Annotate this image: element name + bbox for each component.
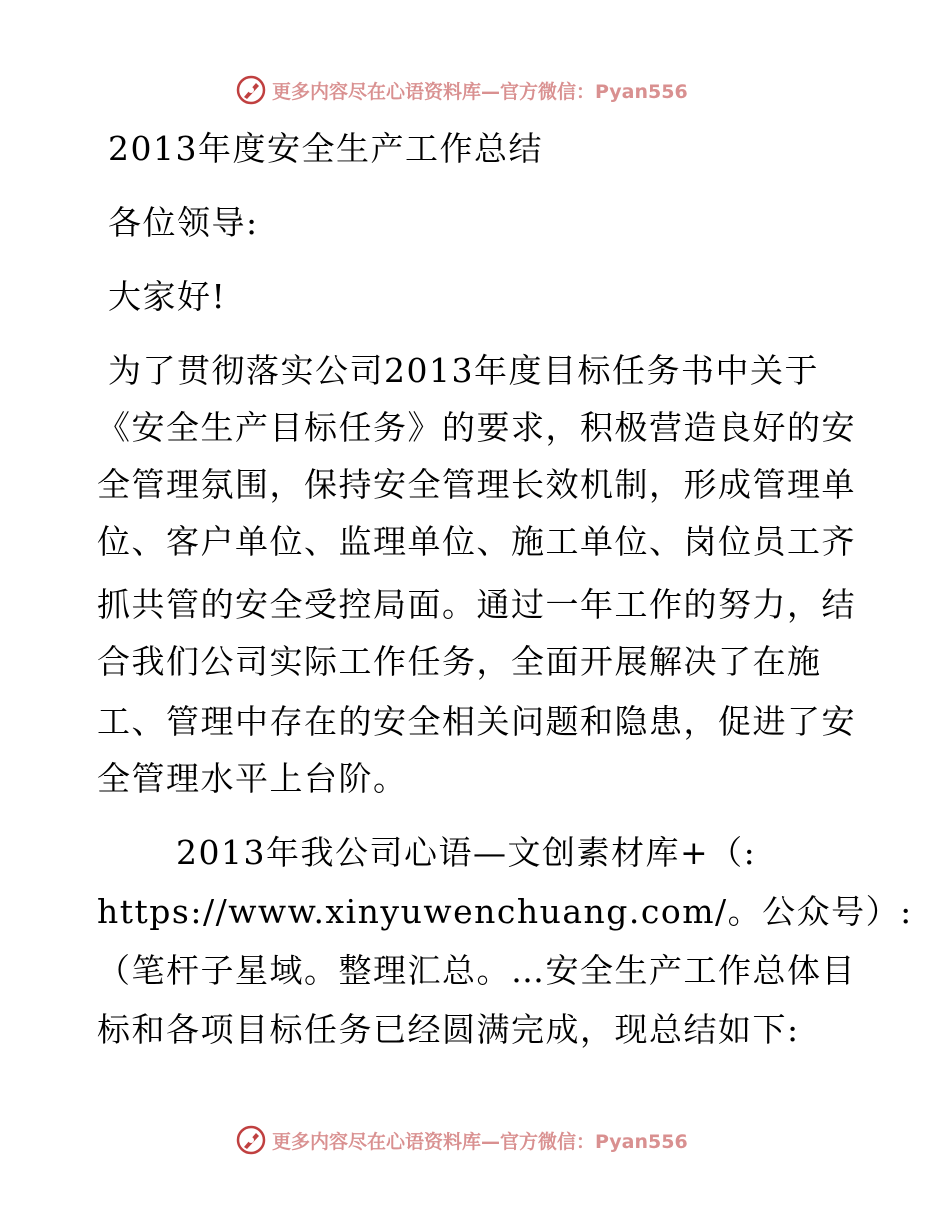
paragraph-line: 2013年我公司心语—文创素材库+（: — [176, 833, 757, 872]
pen-logo-icon — [236, 1125, 266, 1155]
watermark-text: 更多内容尽在心语资料库—官方微信：Pyan556 — [272, 80, 688, 103]
paragraph-line: 工、管理中存在的安全相关问题和隐患，促进了安 — [97, 702, 856, 741]
paragraph-line-url: https://www.xinyuwenchuang.com/。公众号）: — [97, 892, 913, 931]
paragraph-line: 抓共管的安全受控局面。通过一年工作的努力，结 — [97, 585, 856, 624]
paragraph-line: 标和各项目标任务已经圆满完成，现总结如下: — [97, 1010, 800, 1049]
paragraph-line: 为了贯彻落实公司2013年度目标任务书中关于 — [108, 351, 819, 390]
paragraph-line: 合我们公司实际工作任务，全面开展解决了在施 — [97, 642, 822, 681]
salutation: 各位领导: — [108, 203, 259, 242]
paragraph-line: 《安全生产目标任务》的要求，积极营造良好的安 — [97, 408, 856, 447]
paragraph-line: 全管理水平上台阶。 — [97, 759, 408, 798]
paragraph-line: 全管理氛围，保持安全管理长效机制，形成管理单 — [97, 465, 856, 504]
watermark-header — [236, 73, 688, 107]
greeting: 大家好! — [108, 277, 227, 316]
watermark-footer — [236, 1123, 688, 1157]
paragraph-line: （笔杆子星域。整理汇总。…安全生产工作总体目 — [97, 951, 856, 990]
paragraph-line: 位、客户单位、监理单位、施工单位、岗位员工齐 — [97, 522, 856, 561]
watermark-text: 更多内容尽在心语资料库—官方微信：Pyan556 — [272, 1130, 688, 1153]
pen-logo-icon — [236, 75, 266, 105]
document-title: 2013年度安全生产工作总结 — [108, 129, 543, 168]
